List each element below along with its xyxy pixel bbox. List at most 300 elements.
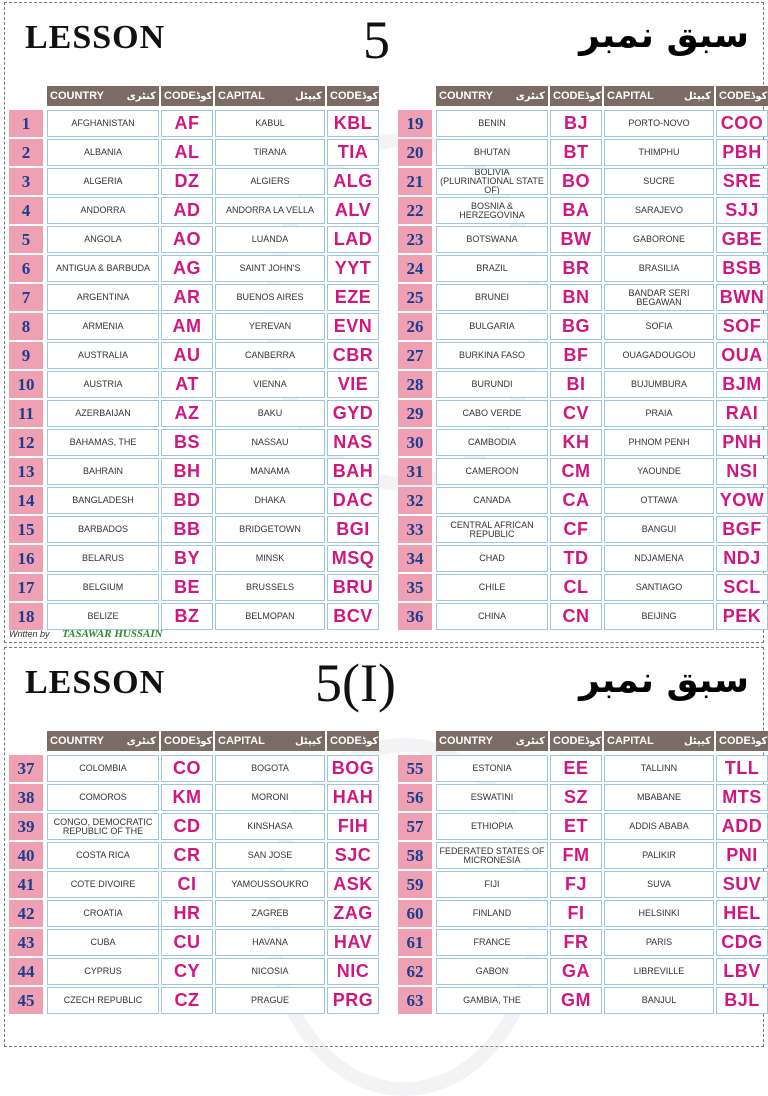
row-number: 19 <box>398 110 432 137</box>
row-number: 33 <box>398 516 432 543</box>
country-name: CUBA <box>47 929 159 956</box>
capital-code: ALV <box>327 197 379 224</box>
country-code: BN <box>550 284 602 311</box>
row-number: 55 <box>398 755 432 782</box>
header-label: CODE <box>719 735 751 747</box>
country-name: BOSNIA & HERZEGOVINA <box>436 197 548 224</box>
capital-name: TIRANA <box>215 139 325 166</box>
row-number: 21 <box>398 168 432 195</box>
capital-name: MINSK <box>215 545 325 572</box>
capital-code: BJL <box>716 987 768 1014</box>
header-label: CODE <box>164 90 196 102</box>
capital-code: SJJ <box>716 197 768 224</box>
capital-name: BANGUI <box>604 516 714 543</box>
country-code: FJ <box>550 871 602 898</box>
country-name: CZECH REPUBLIC <box>47 987 159 1014</box>
country-code: CM <box>550 458 602 485</box>
country-name: CROATIA <box>47 900 159 927</box>
row-number: 44 <box>9 958 43 985</box>
capital-name: BRUSSELS <box>215 574 325 601</box>
country-name: CABO VERDE <box>436 400 548 427</box>
capital-name: BUENOS AIRES <box>215 284 325 311</box>
country-code: AU <box>161 342 213 369</box>
row-number: 39 <box>9 813 43 840</box>
country-name: FIJI <box>436 871 548 898</box>
capital-name: DHAKA <box>215 487 325 514</box>
header-label-urdu: کوڈ <box>750 90 768 102</box>
capital-code: PEK <box>716 603 768 630</box>
country-code: FI <box>550 900 602 927</box>
country-code: SZ <box>550 784 602 811</box>
row-number: 35 <box>398 574 432 601</box>
capital-code: SJC <box>327 842 379 869</box>
header-label: CODE <box>164 735 196 747</box>
capital-code: PBH <box>716 139 768 166</box>
capital-name: BRASILIA <box>604 255 714 282</box>
country-code: GM <box>550 987 602 1014</box>
country-name: ETHIOPIA <box>436 813 548 840</box>
header-country-code <box>161 86 213 106</box>
capital-name: PORTO-NOVO <box>604 110 714 137</box>
country-code: CR <box>161 842 213 869</box>
header-label-urdu: کیپٹل <box>684 90 711 102</box>
country-code: CU <box>161 929 213 956</box>
country-code: AZ <box>161 400 213 427</box>
capital-name: OUAGADOUGOU <box>604 342 714 369</box>
row-number: 36 <box>398 603 432 630</box>
header-country <box>436 731 548 751</box>
country-name: FEDERATED STATES OF MICRONESIA <box>436 842 548 869</box>
country-code: BO <box>550 168 602 195</box>
header-capital <box>604 731 714 751</box>
row-number: 6 <box>9 255 43 282</box>
country-name: AUSTRALIA <box>47 342 159 369</box>
country-code: AG <box>161 255 213 282</box>
country-name: COTE DIVOIRE <box>47 871 159 898</box>
country-code: AF <box>161 110 213 137</box>
capital-name: SUVA <box>604 871 714 898</box>
country-name: CENTRAL AFRICAN REPUBLIC <box>436 516 548 543</box>
country-code: CD <box>161 813 213 840</box>
capital-name: SUCRE <box>604 168 714 195</box>
country-name: CHILE <box>436 574 548 601</box>
capital-name: BANJUL <box>604 987 714 1014</box>
row-number: 27 <box>398 342 432 369</box>
header-label: CODE <box>553 735 585 747</box>
capital-code: YYT <box>327 255 379 282</box>
capital-name: NASSAU <box>215 429 325 456</box>
capital-name: KABUL <box>215 110 325 137</box>
country-name: CAMEROON <box>436 458 548 485</box>
capital-name: SAINT JOHN'S <box>215 255 325 282</box>
country-code: AT <box>161 371 213 398</box>
country-name: BRAZIL <box>436 255 548 282</box>
country-name: BENIN <box>436 110 548 137</box>
header-label: COUNTRY <box>50 90 104 102</box>
header-label-urdu: کوڈ <box>584 90 602 102</box>
capital-name: BAKU <box>215 400 325 427</box>
country-code: EE <box>550 755 602 782</box>
country-code: CO <box>161 755 213 782</box>
country-code: CV <box>550 400 602 427</box>
row-number: 4 <box>9 197 43 224</box>
capital-name: NDJAMENA <box>604 545 714 572</box>
country-name: BELIZE <box>47 603 159 630</box>
capital-code: NIC <box>327 958 379 985</box>
country-code: FM <box>550 842 602 869</box>
capital-code: ASK <box>327 871 379 898</box>
header-capital-code <box>716 86 768 106</box>
capital-code: NSI <box>716 458 768 485</box>
capital-code: HAH <box>327 784 379 811</box>
capital-name: ZAGREB <box>215 900 325 927</box>
row-number: 29 <box>398 400 432 427</box>
header-country-code <box>161 731 213 751</box>
row-number: 26 <box>398 313 432 340</box>
country-code: CF <box>550 516 602 543</box>
row-number: 60 <box>398 900 432 927</box>
capital-name: MORONI <box>215 784 325 811</box>
country-code: DZ <box>161 168 213 195</box>
country-name: BURUNDI <box>436 371 548 398</box>
row-number: 9 <box>9 342 43 369</box>
country-code: CL <box>550 574 602 601</box>
capital-name: BUJUMBURA <box>604 371 714 398</box>
lesson-5-section <box>4 2 768 643</box>
urdu-lesson-title: سبق نمبر <box>579 15 749 56</box>
header-label: CAPITAL <box>607 90 654 102</box>
capital-code: BRU <box>327 574 379 601</box>
row-number: 59 <box>398 871 432 898</box>
country-name: ARGENTINA <box>47 284 159 311</box>
capital-code: SRE <box>716 168 768 195</box>
row-number: 30 <box>398 429 432 456</box>
country-name: AFGHANISTAN <box>47 110 159 137</box>
country-name: FINLAND <box>436 900 548 927</box>
country-name: BRUNEI <box>436 284 548 311</box>
row-number: 12 <box>9 429 43 456</box>
capital-name: NICOSIA <box>215 958 325 985</box>
country-code: BS <box>161 429 213 456</box>
country-name: CYPRUS <box>47 958 159 985</box>
capital-name: THIMPHU <box>604 139 714 166</box>
author-name: TASAWAR HUSSAIN <box>62 628 163 640</box>
footer-label: Written by <box>9 629 50 639</box>
country-code: BI <box>550 371 602 398</box>
urdu-lesson-title: سبق نمبر <box>579 660 749 701</box>
capital-code: GBE <box>716 226 768 253</box>
capital-name: KINSHASA <box>215 813 325 840</box>
capital-code: TIA <box>327 139 379 166</box>
capital-code: MSQ <box>327 545 379 572</box>
country-code: ET <box>550 813 602 840</box>
capital-code: EVN <box>327 313 379 340</box>
country-name: CHINA <box>436 603 548 630</box>
capital-code: FIH <box>327 813 379 840</box>
row-number: 43 <box>9 929 43 956</box>
country-name: AZERBAIJAN <box>47 400 159 427</box>
capital-name: VIENNA <box>215 371 325 398</box>
country-code: BG <box>550 313 602 340</box>
row-number: 11 <box>9 400 43 427</box>
capital-code: KBL <box>327 110 379 137</box>
row-number: 2 <box>9 139 43 166</box>
row-number: 56 <box>398 784 432 811</box>
country-code: AD <box>161 197 213 224</box>
header-label: COUNTRY <box>439 735 493 747</box>
country-code: BW <box>550 226 602 253</box>
capital-code: COO <box>716 110 768 137</box>
country-name: GABON <box>436 958 548 985</box>
header-label: CAPITAL <box>218 735 265 747</box>
capital-name: PARIS <box>604 929 714 956</box>
capital-code: SOF <box>716 313 768 340</box>
capital-name: PRAIA <box>604 400 714 427</box>
row-number: 15 <box>9 516 43 543</box>
header-country <box>436 86 548 106</box>
country-name: COLOMBIA <box>47 755 159 782</box>
row-number: 10 <box>9 371 43 398</box>
capital-code: VIE <box>327 371 379 398</box>
country-code: CA <box>550 487 602 514</box>
capital-name: BOGOTA <box>215 755 325 782</box>
capital-name: ALGIERS <box>215 168 325 195</box>
capital-code: PRG <box>327 987 379 1014</box>
capital-name: ANDORRA LA VELLA <box>215 197 325 224</box>
capital-name: MBABANE <box>604 784 714 811</box>
country-name: BARBADOS <box>47 516 159 543</box>
country-name: BAHAMAS, THE <box>47 429 159 456</box>
country-code: AO <box>161 226 213 253</box>
capital-name: YAMOUSSOUKRO <box>215 871 325 898</box>
row-number: 13 <box>9 458 43 485</box>
row-number: 38 <box>9 784 43 811</box>
row-number: 40 <box>9 842 43 869</box>
country-name: ANDORRA <box>47 197 159 224</box>
capital-code: BJM <box>716 371 768 398</box>
country-name: CANADA <box>436 487 548 514</box>
capital-code: SUV <box>716 871 768 898</box>
country-name: CAMBODIA <box>436 429 548 456</box>
country-name: ALBANIA <box>47 139 159 166</box>
capital-name: ADDIS ABABA <box>604 813 714 840</box>
row-number: 42 <box>9 900 43 927</box>
row-number: 62 <box>398 958 432 985</box>
row-number: 3 <box>9 168 43 195</box>
author-footer <box>9 628 163 640</box>
capital-code: NAS <box>327 429 379 456</box>
capital-name: CANBERRA <box>215 342 325 369</box>
country-name: ESWATINI <box>436 784 548 811</box>
header-country <box>47 731 159 751</box>
row-number: 58 <box>398 842 432 869</box>
row-number: 31 <box>398 458 432 485</box>
header-label-urdu: کوڈ <box>195 735 213 747</box>
capital-name: BANDAR SERI BEGAWAN <box>604 284 714 311</box>
country-name: ARMENIA <box>47 313 159 340</box>
row-number: 24 <box>398 255 432 282</box>
row-number: 7 <box>9 284 43 311</box>
row-number: 18 <box>9 603 43 630</box>
capital-code: NDJ <box>716 545 768 572</box>
row-number: 16 <box>9 545 43 572</box>
country-code: BF <box>550 342 602 369</box>
capital-name: YEREVAN <box>215 313 325 340</box>
capital-code: YOW <box>716 487 768 514</box>
lesson-heading: LESSON <box>25 19 166 56</box>
capital-code: BOG <box>327 755 379 782</box>
row-number: 57 <box>398 813 432 840</box>
header-label: CODE <box>719 90 751 102</box>
header-label: CODE <box>553 90 585 102</box>
country-name: GAMBIA, THE <box>436 987 548 1014</box>
country-name: AUSTRIA <box>47 371 159 398</box>
row-number: 34 <box>398 545 432 572</box>
capital-code: BCV <box>327 603 379 630</box>
country-code: TD <box>550 545 602 572</box>
capital-code: RAI <box>716 400 768 427</box>
lesson-5i-section <box>4 647 768 1047</box>
capital-name: GABORONE <box>604 226 714 253</box>
capital-code: BWN <box>716 284 768 311</box>
header-label-urdu: کنٹری <box>126 90 156 102</box>
row-number: 1 <box>9 110 43 137</box>
capital-code: HEL <box>716 900 768 927</box>
header-label-urdu: کیپٹل <box>295 90 322 102</box>
country-code: BY <box>161 545 213 572</box>
capital-code: HAV <box>327 929 379 956</box>
header-label-urdu: کوڈ <box>361 735 379 747</box>
country-name: FRANCE <box>436 929 548 956</box>
row-number: 5 <box>9 226 43 253</box>
header-label-urdu: کوڈ <box>195 90 213 102</box>
country-code: KM <box>161 784 213 811</box>
row-number: 37 <box>9 755 43 782</box>
capital-name: PALIKIR <box>604 842 714 869</box>
row-number: 22 <box>398 197 432 224</box>
country-code: BH <box>161 458 213 485</box>
header-label: COUNTRY <box>439 90 493 102</box>
row-number: 61 <box>398 929 432 956</box>
header-country <box>47 86 159 106</box>
row-number: 45 <box>9 987 43 1014</box>
header-label-urdu: کیپٹل <box>295 735 322 747</box>
country-code: KH <box>550 429 602 456</box>
country-code: AM <box>161 313 213 340</box>
capital-name: MANAMA <box>215 458 325 485</box>
header-capital-code <box>716 731 768 751</box>
header-capital-code <box>327 86 379 106</box>
capital-name: YAOUNDE <box>604 458 714 485</box>
capital-name: BRIDGETOWN <box>215 516 325 543</box>
country-name: BAHRAIN <box>47 458 159 485</box>
capital-code: GYD <box>327 400 379 427</box>
country-name: BULGARIA <box>436 313 548 340</box>
country-name: BURKINA FASO <box>436 342 548 369</box>
row-number: 23 <box>398 226 432 253</box>
row-number: 41 <box>9 871 43 898</box>
header-label-urdu: کوڈ <box>584 735 602 747</box>
country-name: ESTONIA <box>436 755 548 782</box>
capital-name: OTTAWA <box>604 487 714 514</box>
header-label-urdu: کیپٹل <box>684 735 711 747</box>
country-code: BA <box>550 197 602 224</box>
capital-name: LIBREVILLE <box>604 958 714 985</box>
capital-name: SOFIA <box>604 313 714 340</box>
row-number: 14 <box>9 487 43 514</box>
capital-name: HELSINKI <box>604 900 714 927</box>
country-name: BELGIUM <box>47 574 159 601</box>
country-code: BD <box>161 487 213 514</box>
capital-code: ALG <box>327 168 379 195</box>
country-code: FR <box>550 929 602 956</box>
country-name: CONGO, DEMOCRATIC REPUBLIC OF THE <box>47 813 159 840</box>
lesson-heading: LESSON <box>25 664 166 701</box>
header-country-code <box>550 86 602 106</box>
header-label: CODE <box>330 735 362 747</box>
country-name: BOTSWANA <box>436 226 548 253</box>
row-number: 8 <box>9 313 43 340</box>
header-label: CAPITAL <box>607 735 654 747</box>
header-capital <box>215 86 325 106</box>
country-code: CY <box>161 958 213 985</box>
header-capital-code <box>327 731 379 751</box>
country-code: BE <box>161 574 213 601</box>
country-name: CHAD <box>436 545 548 572</box>
country-name: ALGERIA <box>47 168 159 195</box>
capital-name: PHNOM PENH <box>604 429 714 456</box>
lesson-number: 5(I) <box>315 653 396 713</box>
header-label-urdu: کنٹری <box>126 735 156 747</box>
country-name: BELARUS <box>47 545 159 572</box>
capital-name: BEIJING <box>604 603 714 630</box>
country-code: BR <box>550 255 602 282</box>
capital-code: BSB <box>716 255 768 282</box>
country-code: BZ <box>161 603 213 630</box>
country-name: ANGOLA <box>47 226 159 253</box>
header-label: CODE <box>330 90 362 102</box>
country-code: CI <box>161 871 213 898</box>
capital-name: SANTIAGO <box>604 574 714 601</box>
capital-code: BAH <box>327 458 379 485</box>
row-number: 63 <box>398 987 432 1014</box>
capital-name: TALLINN <box>604 755 714 782</box>
capital-name: PRAGUE <box>215 987 325 1014</box>
header-label-urdu: کنٹری <box>515 90 545 102</box>
header-label-urdu: کوڈ <box>750 735 768 747</box>
header-label-urdu: کنٹری <box>515 735 545 747</box>
capital-code: TLL <box>716 755 768 782</box>
country-code: CZ <box>161 987 213 1014</box>
country-code: BJ <box>550 110 602 137</box>
capital-code: CDG <box>716 929 768 956</box>
header-capital <box>215 731 325 751</box>
capital-code: CBR <box>327 342 379 369</box>
capital-code: PNI <box>716 842 768 869</box>
capital-code: BGI <box>327 516 379 543</box>
row-number: 17 <box>9 574 43 601</box>
country-code: AR <box>161 284 213 311</box>
country-name: ANTIGUA & BARBUDA <box>47 255 159 282</box>
capital-code: LAD <box>327 226 379 253</box>
header-label: COUNTRY <box>50 735 104 747</box>
capital-name: SARAJEVO <box>604 197 714 224</box>
country-name: BANGLADESH <box>47 487 159 514</box>
capital-code: OUA <box>716 342 768 369</box>
row-number: 32 <box>398 487 432 514</box>
country-name: COMOROS <box>47 784 159 811</box>
capital-code: ADD <box>716 813 768 840</box>
